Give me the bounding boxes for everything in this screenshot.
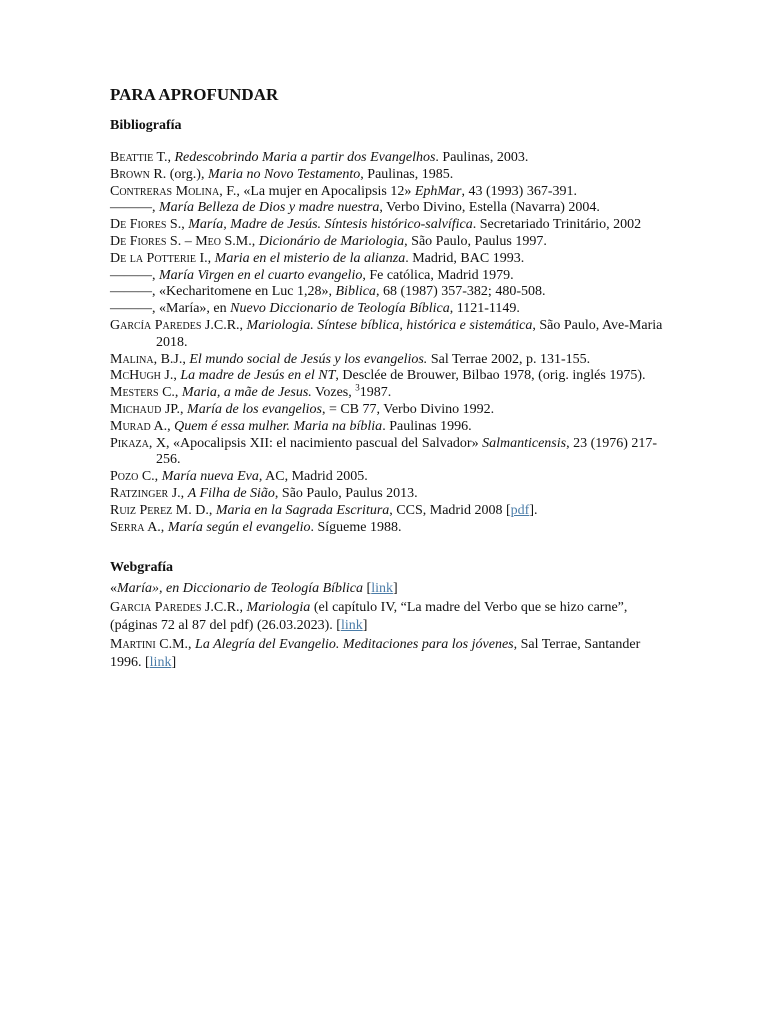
entry-title: María Belleza de Dios y madre nuestra [159,200,380,216]
entry-text: ] [171,655,177,671]
entry-author: De Fiores [110,233,167,249]
entry-title: La madre de Jesús en el NT [180,368,336,384]
bibliography-entry [110,419,670,436]
entry-text: , Verbo Divino, Estella (Navarra) 2004. [379,200,600,216]
entry-text: ] [362,618,368,634]
webography-entry [110,580,670,599]
link-link[interactable]: link [149,655,172,671]
entry-text: ———, [110,200,159,216]
entry-text: Vozes, [311,385,356,401]
entry-title: María de los evangelios [187,401,322,417]
entry-text: . Sígueme 1988. [310,519,402,535]
entry-author: Contreras Molina [110,183,220,199]
entry-text: . Paulinas, 2003. [435,150,529,165]
entry-author: Pozo [110,469,139,485]
entry-author: Garcia Paredes [110,599,202,615]
entry-author: De Fiores [110,217,167,233]
entry-title: Mariologia. Síntese bíblica, histórica e sistemática [246,317,533,333]
bibliography-entry [110,436,670,470]
entry-text: J., [168,485,188,501]
entry-title: Redescobrindo Maria a partir dos Evangelhos [174,150,436,165]
entry-text: , 43 (1993) 367-391. [461,183,577,199]
entry-text: ———, «María», en [110,301,231,317]
entry-text: Sal Terrae 2002, p. 131-155. [427,351,591,367]
entry-text: J.C.R., [201,599,247,615]
entry-title: Maria en la Sagrada Escritura [215,502,390,518]
entry-text: C.M., [155,636,196,652]
bibliography-entry [110,251,670,268]
entry-author: De la Potterie [110,250,196,266]
entry-text: , CCS, Madrid 2008 [ [389,502,511,518]
entry-text: , X, «Apocalipsis XII: el nacimiento pascual del Salvador» [148,435,483,451]
bibliography-entry [110,167,670,184]
entry-text: (el capítulo IV, “La madre del Verbo que se hizo carne”, (páginas 72 al 87 del pdf) (26.03.2023). [ [110,599,628,634]
entry-title: Maria en el misterio de la alianza [214,250,406,266]
entry-text: R. (org.), [149,166,208,182]
webography-list [110,580,670,673]
bibliography-entry [110,402,670,419]
entry-text: J., [160,368,181,384]
entry-text: , 1121-1149. [449,301,520,317]
entry-text: , B.J., [153,351,190,367]
entry-title: Nuevo Diccionario de Teología Bíblica [230,301,450,317]
bibliography-entry [110,352,670,369]
entry-text: , AC, Madrid 2005. [258,469,368,485]
entry-text: , 68 (1987) 357-382; 480-508. [375,284,546,300]
bibliography-entry [110,150,670,167]
entry-text: 1987. [359,385,392,401]
bibliography-heading: Bibliografía [110,118,182,133]
entry-text: , F., «La mujer en Apocalipsis 12» [219,183,415,199]
entry-title: Biblica [335,284,376,300]
bibliography-entry [110,234,670,251]
bibliography-entry [110,469,670,486]
bibliography-entry [110,368,670,385]
bibliography-entry [110,301,670,318]
entry-author: Murad [110,418,151,434]
entry-author: Meo [195,233,221,249]
entry-author: McHugh [110,368,161,384]
entry-text: I., [196,250,215,266]
entry-text: ———, [110,267,159,283]
bibliography-entry [110,217,670,234]
entry-text: ———, «Kecharitomene en Luc 1,28», [110,284,336,300]
entry-author: Ruiz Perez [110,502,173,518]
webography-entry [110,636,670,673]
entry-title: María, Madre de Jesús. Síntesis histórico-salvífica [188,217,473,233]
page-title: PARA APROFUNDAR [110,85,279,104]
bibliography-entry [110,520,670,537]
link-link[interactable]: link [371,581,393,597]
bibliography-entry [110,284,670,301]
entry-title: Maria, a mãe de Jesus. [181,385,312,401]
entry-title: La Alegría del Evangelio. Meditaciones para los jóvenes [195,636,514,652]
entry-text: T., [153,150,175,165]
link-link[interactable]: link [340,618,363,634]
entry-author: Beattie [110,150,154,165]
entry-text: C., [138,469,162,485]
bibliography-entry [110,486,670,503]
pdf-link[interactable]: pdf [510,502,530,518]
entry-text: . Madrid, BAC 1993. [405,250,525,266]
entry-text: , São Paulo, Paulus 2013. [274,485,418,501]
entry-text: « [110,581,117,597]
entry-author: Pikaza [110,435,149,451]
bibliography-entry [110,200,670,217]
bibliography-entry [110,268,670,285]
entry-text: , Desclée de Brouwer, Bilbao 1978, (orig. inglés 1975). [335,368,646,384]
entry-text: M. D., [172,502,216,518]
entry-text: [ [363,581,372,597]
entry-text: , Sal Terrae, Santander 1996. [ [110,636,641,671]
entry-text: S.M., [220,233,259,249]
bibliography-entry [110,318,670,352]
entry-text: A., [150,418,175,434]
bibliography-list [110,150,670,536]
entry-author: Brown [110,166,150,182]
entry-author: Martini [110,636,156,652]
entry-author: García Paredes [110,317,202,333]
entry-title: El mundo social de Jesús y los evangelios. [189,351,428,367]
entry-title: Mariologia [246,599,311,615]
entry-author: Michaud [110,401,162,417]
bibliography-entry [110,184,670,201]
entry-text: ] [392,581,398,597]
entry-author: Mesters [110,385,159,401]
entry-text: S. – [166,233,196,249]
entry-title: A Filha de Sião [187,485,275,501]
webography-entry [110,599,670,636]
entry-title: EphMar [414,183,462,199]
entry-text: ]. [529,502,538,518]
entry-text: . Secretariado Trinitário, 2002 [472,217,642,233]
entry-text: , = CB 77, Verbo Divino 1992. [321,401,495,417]
entry-title: María Virgen en el cuarto evangelio [159,267,363,283]
entry-author: Serra [110,519,145,535]
entry-text: C., [158,385,182,401]
entry-title: Dicionário de Mariologia [258,233,405,249]
entry-text: JP., [161,401,188,417]
document-page [110,84,670,673]
entry-title: Quem é essa mulher. Maria na bíblia [174,418,383,434]
edition-superscript: 3 [355,382,360,393]
entry-text: S., [166,217,189,233]
entry-text: J.C.R., [201,317,247,333]
entry-text: , Fe católica, Madrid 1979. [362,267,514,283]
webography-heading: Webgrafía [110,560,173,576]
bibliography-entry [110,382,670,402]
entry-text: , 23 (1976) 217-256. [156,435,658,468]
entry-title: María nueva Eva [161,469,259,485]
entry-title: Salmanticensis [482,435,567,451]
bibliography-entry [110,503,670,520]
entry-text: . Paulinas 1996. [382,418,472,434]
entry-text: , Paulinas, 1985. [360,166,454,182]
entry-title: María según el evangelio [167,519,311,535]
webography-section [110,558,670,673]
entry-text: A., [144,519,168,535]
entry-text: , São Paulo, Ave-Maria 2018. [156,317,663,350]
entry-title: María», en Diccionario de Teología Bíblica [117,581,364,597]
entry-title: Maria no Novo Testamento [207,166,361,182]
entry-text: , São Paulo, Paulus 1997. [404,233,547,249]
entry-author: Ratzinger [110,485,169,501]
entry-author: Malina [110,351,154,367]
